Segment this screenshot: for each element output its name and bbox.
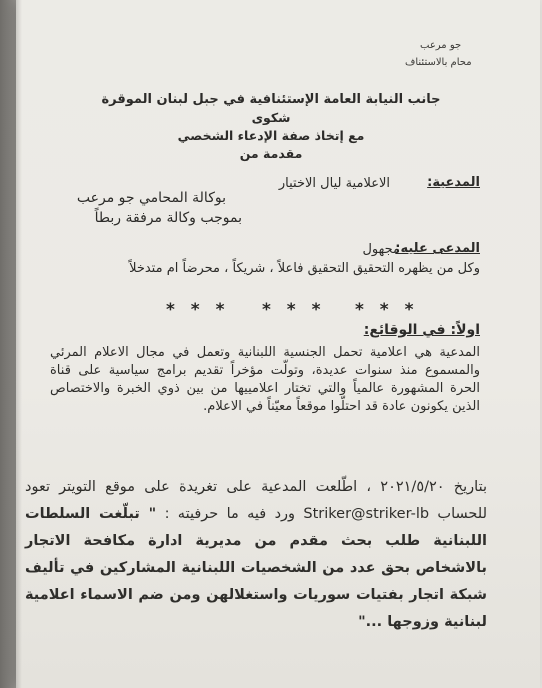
addressee-heading: جانب النيابة العامة الإستئنافية في جبل لبنان الموقرة	[101, 92, 441, 107]
facts-paragraph-2	[25, 474, 487, 636]
plaintiff-name: الاعلامية ليال الاختيار	[278, 176, 390, 191]
defendant-label: المدعى عليه:	[395, 241, 480, 256]
handwritten-lawyer-title: محام بالاستئناف	[405, 57, 472, 68]
tweet-quote: " تبلّغت السلطات اللبنانية طلب بحث مقدم من مديرية ادارة مكافحة الاتجار بالاشخاص بحق عدد من الشخصيات اللبنانية المشاركين في تأليف شبكة اتجار بفتيات سوريات واستغلالهن ومن ضم الاسماء اعلامية لبنانية وزوجها ..."	[25, 506, 487, 630]
plaintiff-label: المدعية:	[427, 175, 480, 190]
plaintiff-agency-document: بموجب وكالة مرفقة ربطاً	[94, 210, 242, 226]
submitted-by-label: مقدمة من	[239, 146, 303, 161]
facts-paragraph: المدعية هي اعلامية تحمل الجنسية اللبنانية وتعمل في مجال الاعلام المرئي والمسموع منذ سنوات عديدة، وتولّت مؤخراً تقديم برامج سياسية على قناة الحرة المشهورة عالمياً والتي تختار اعلامييها من بين ذوي الخبرة والاختصاص الذين يكونون عادة قد احتلّوا موقعاً معيّناً في الاعلام.	[50, 345, 480, 414]
handwritten-lawyer-name: جو مرعب	[420, 40, 462, 51]
separator-stars-left: * * *	[166, 300, 230, 320]
claim-subtitle: مع إتخاذ صفة الإدعاء الشخصي	[177, 128, 365, 143]
tweet-intro: بتاريخ ٢٠٢١/٥/٢٠ ، اطّلعت المدعية على تغريدة على موقع التويتر تعود للحساب Striker@striker-lb ورد فيه ما حرفيته :	[25, 479, 488, 522]
plaintiff-agency: بوكالة المحامي جو مرعب	[76, 190, 226, 206]
defendant-value: مجهول	[362, 242, 400, 257]
document-type-heading: شكوى	[251, 110, 291, 125]
facts-heading: اولاً: في الوقائع:	[363, 322, 480, 338]
defendant-details: وكل من يظهره التحقيق التحقيق فاعلاً ، شريكاً ، محرضاً ام متدخلاً	[129, 261, 480, 276]
separator-stars-right: * * *	[355, 300, 419, 320]
separator-stars-center: * * *	[262, 300, 326, 320]
